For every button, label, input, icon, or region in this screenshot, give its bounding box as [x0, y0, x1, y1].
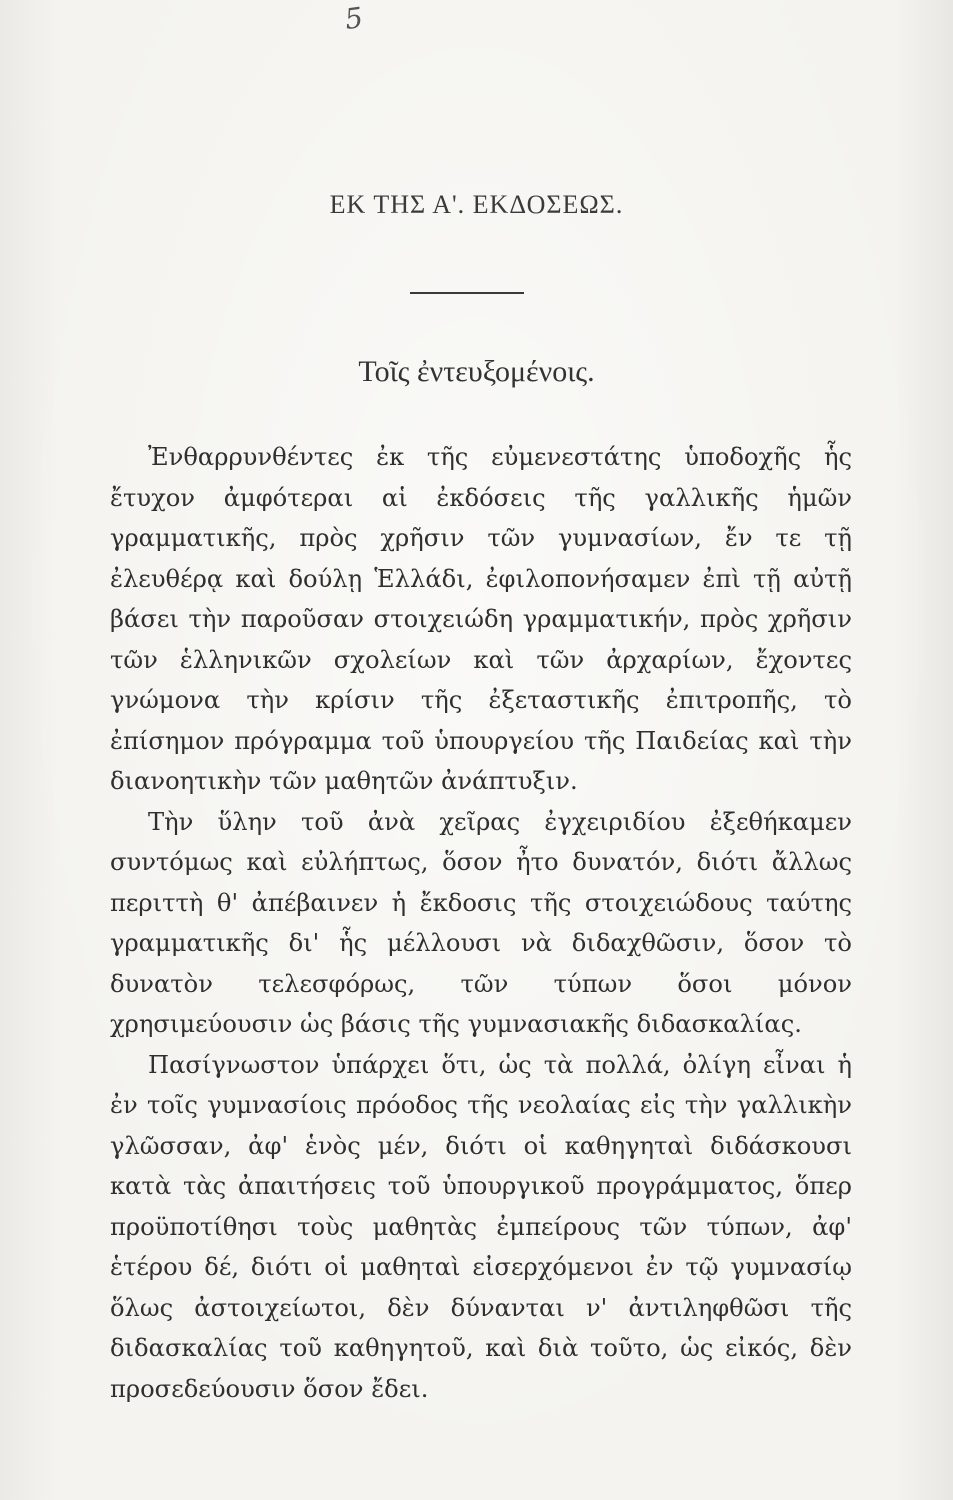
- preface-body: [110, 437, 852, 1409]
- page-number: 5: [342, 0, 366, 37]
- paragraph: Ἐνθαρρυνθέντες ἐκ τῆς εὐμενεστάτης ὑποδοχῆς ἧς ἔτυχον ἀμφότεραι αἱ ἐκδόσεις τῆς γαλλικῆς ἡμῶν γραμματικῆς, πρὸς χρῆσιν τῶν γυμνασίων, ἔν τε τῇ ἐλευθέρᾳ καὶ δούλῃ Ἑλλάδι, ἐφιλοπονήσαμεν ἐπὶ τῇ αὐτῇ βάσει τὴν παροῦσαν στοιχειώδη γραμματικήν, πρὸς χρῆσιν τῶν ἑλληνικῶν σχολείων καὶ τῶν ἀρχαρίων, ἔχοντες γνώμονα τὴν κρίσιν τῆς ἐξεταστικῆς ἐπιτροπῆς, τὸ ἐπίσημον πρόγραμμα τοῦ ὑπουργείου τῆς Παιδείας καὶ τὴν διανοητικὴν τῶν μαθητῶν ἀνάπτυξιν.: [110, 443, 852, 795]
- preface-title: Τοῖς ἐντευξομένοις.: [358, 355, 595, 388]
- paragraph: Πασίγνωστον ὑπάρχει ὅτι, ὡς τὰ πολλά, ὀλίγη εἶναι ἡ ἐν τοῖς γυμνασίοις πρόοδος τῆς νεολαίας εἰς τὴν γαλλικὴν γλῶσσαν, ἀφ' ἑνὸς μέν, διότι οἱ καθηγηταὶ διδάσκουσι κατὰ τὰς ἀπαιτήσεις τοῦ ὑπουργικοῦ προγράμματος, ὅπερ προϋποτίθησι τοὺς μαθητὰς ἐμπείρους τῶν τύπων, ἀφ' ἑτέρου δέ, διότι οἱ μαθηταὶ εἰσερχόμενοι ἐν τῷ γυμνασίῳ ὅλως ἀστοιχείωτοι, δὲν δύνανται ν' ἀντιληφθῶσι τῆς διδασκαλίας τοῦ καθηγητοῦ, καὶ διὰ τοῦτο, ὡς εἰκός, δὲν προσεδεύουσιν ὅσον ἔδει.: [110, 1050, 852, 1403]
- section-heading: ΕΚ ΤΗΣ Α'. ΕΚΔΟΣΕΩΣ.: [329, 190, 624, 219]
- heading-divider: [410, 292, 524, 294]
- paragraph: Τὴν ὕλην τοῦ ἀνὰ χεῖρας ἐγχειριδίου ἐξεθήκαμεν συντόμως καὶ εὐλήπτως, ὅσον ἦτο δυνατόν, διότι ἄλλως περιττὴ θ' ἀπέβαινεν ἡ ἔκδοσις τῆς στοιχειώδους ταύτης γραμματικῆς δι' ἧς μέλλουσι νὰ διδαχθῶσιν, ὅσον τὸ δυνατὸν τελεσφόρως, τῶν τύπων ὅσοι μόνον χρησιμεύουσιν ὡς βάσις τῆς γυμνασιακῆς διδασκαλίας.: [110, 807, 852, 1038]
